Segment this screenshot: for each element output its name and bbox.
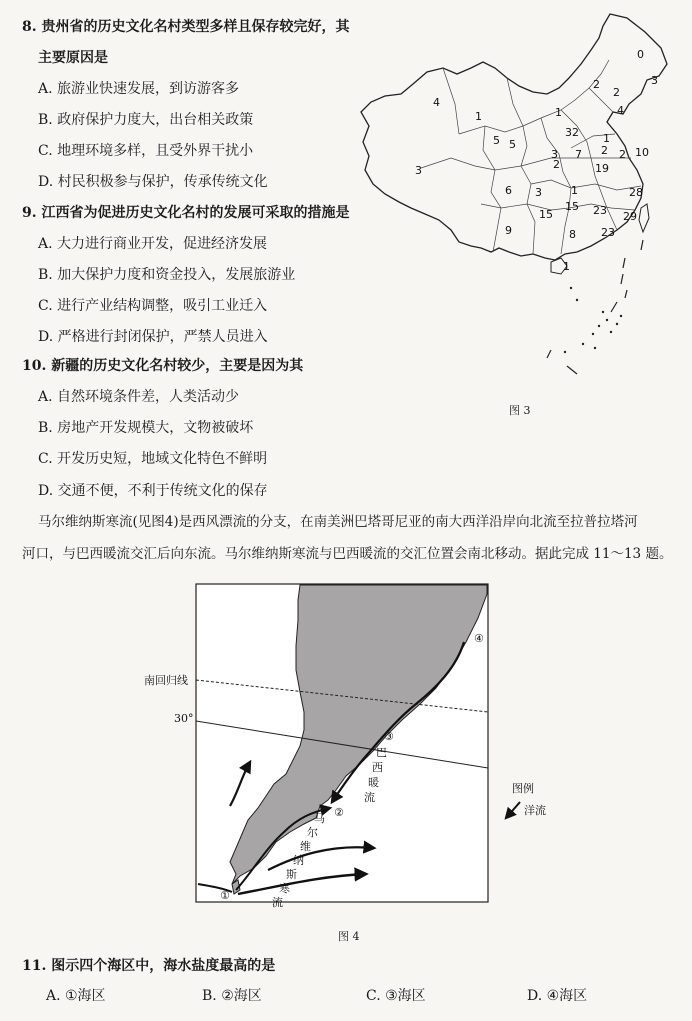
malvinas-current-char: 尔 — [307, 826, 318, 839]
q8-stem-cont: 主要原因是 — [38, 50, 108, 66]
region-count-label: 19 — [595, 162, 609, 175]
legend-arrow-icon — [506, 802, 520, 818]
region-count-label: 10 — [635, 146, 649, 159]
legend-item: 洋流 — [524, 804, 546, 817]
legend-title: 图例 — [512, 782, 534, 795]
q11-option-d: D. ④海区 — [527, 988, 588, 1004]
q9-option-a: A. 大力进行商业开发，促进经济发展 — [38, 236, 268, 252]
q11-option-c: C. ③海区 — [366, 988, 426, 1004]
region-count-label: 3 — [415, 164, 422, 177]
q11-option-b: B. ②海区 — [202, 988, 262, 1004]
q10-option-b: B. 房地产开发规模大，文物被破坏 — [38, 420, 254, 436]
q8-option-d: D. 村民积极参与保护，传承传统文化 — [38, 174, 268, 190]
region-count-label: 2 — [601, 144, 608, 157]
region-count-label: 23 — [601, 226, 615, 239]
region-count-label: 4 — [433, 96, 440, 109]
brazil-current-char: 西 — [372, 761, 383, 774]
region-count-label: 28 — [629, 186, 643, 199]
region-count-label: 15 — [565, 200, 579, 213]
region-count-label: 15 — [539, 208, 553, 221]
q8-option-b: B. 政府保护力度大，出台相关政策 — [38, 112, 254, 128]
marker-1: ① — [220, 889, 230, 902]
brazil-current-char: 巴 — [376, 746, 387, 759]
brazil-current-char: 暖 — [368, 776, 379, 789]
region-count-label: 4 — [617, 104, 624, 117]
tropic-label: 南回归线 — [144, 674, 188, 687]
malvinas-current-char: 斯 — [286, 868, 297, 881]
figure-4-south-america-currents — [140, 580, 560, 910]
q10-option-c: C. 开发历史短，地域文化特色不鲜明 — [38, 451, 268, 467]
region-count-label: 5 — [509, 138, 516, 151]
q9-stem: 9. 江西省为促进历史文化名村的发展可采取的措施是 — [22, 205, 350, 221]
region-count-label: 6 — [505, 184, 512, 197]
malvinas-current-char: 流 — [272, 896, 283, 909]
region-count-label: 9 — [505, 224, 512, 237]
region-count-label: 0 — [637, 48, 644, 61]
region-count-label: 1 — [555, 106, 562, 119]
region-count-label: 7 — [575, 148, 582, 161]
marker-4: ④ — [474, 632, 484, 645]
q9-option-c: C. 进行产业结构调整，吸引工业迁入 — [38, 298, 268, 314]
intro-line-2: 河口，与巴西暖流交汇后向东流。马尔维纳斯寒流与巴西暖流的交汇位置会南北移动。据此完成 11～13 题。 — [22, 546, 673, 562]
q9-option-b: B. 加大保护力度和资金投入，发展旅游业 — [38, 267, 296, 283]
malvinas-current-char: 纳 — [293, 854, 304, 867]
q10-option-a: A. 自然环境条件差，人类活动少 — [38, 389, 240, 405]
region-count-label: 3 — [651, 74, 658, 87]
region-count-label: 1 — [603, 132, 610, 145]
china-outline — [361, 14, 667, 260]
figure-4-caption: 图 4 — [338, 930, 360, 943]
q8-option-a: A. 旅游业快速发展，到访游客多 — [38, 81, 240, 97]
figure-3-caption: 图 3 — [509, 404, 531, 417]
region-count-label: 2 — [553, 158, 560, 171]
q9-option-d: D. 严格进行封闭保护，严禁人员进入 — [38, 329, 268, 345]
figure-3-china-map — [355, 8, 675, 388]
q11-stem: 11. 图示四个海区中，海水盐度最高的是 — [22, 958, 276, 974]
region-count-label: 3 — [535, 186, 542, 199]
malvinas-current-char: 维 — [300, 840, 311, 853]
lat-30-label: 30° — [174, 712, 194, 725]
region-count-label: 1 — [571, 184, 578, 197]
malvinas-current-char: 寒 — [279, 882, 290, 895]
region-count-label: 5 — [493, 134, 500, 147]
q11-option-a: A. ①海区 — [46, 988, 106, 1004]
region-count-label: 29 — [623, 210, 637, 223]
q8-stem: 8. 贵州省的历史文化名村类型多样且保存较完好，其 — [22, 19, 350, 35]
brazil-current-char: 流 — [364, 791, 375, 804]
q10-option-d: D. 交通不便，不利于传统文化的保存 — [38, 483, 268, 499]
region-count-label: 2 — [593, 78, 600, 91]
region-count-label: 32 — [565, 126, 579, 139]
region-count-label: 2 — [619, 148, 626, 161]
region-count-label: 3 — [551, 148, 558, 161]
region-count-label: 1 — [475, 110, 482, 123]
region-count-label: 23 — [593, 204, 607, 217]
q10-stem: 10. 新疆的历史文化名村较少，主要是因为其 — [22, 358, 304, 374]
marker-3: ③ — [384, 730, 394, 743]
taiwan-island — [639, 204, 649, 232]
region-count-label: 8 — [569, 228, 576, 241]
q8-option-c: C. 地理环境多样，且受外界干扰小 — [38, 143, 254, 159]
malvinas-current-char: 马 — [314, 812, 325, 825]
region-count-label: 1 — [563, 260, 570, 273]
region-count-label: 2 — [613, 86, 620, 99]
marker-2: ② — [334, 806, 344, 819]
intro-line-1: 马尔维纳斯寒流(见图4)是西风漂流的分支，在南美洲巴塔哥尼亚的南大西洋沿岸向北流至拉普拉塔河 — [38, 514, 638, 530]
